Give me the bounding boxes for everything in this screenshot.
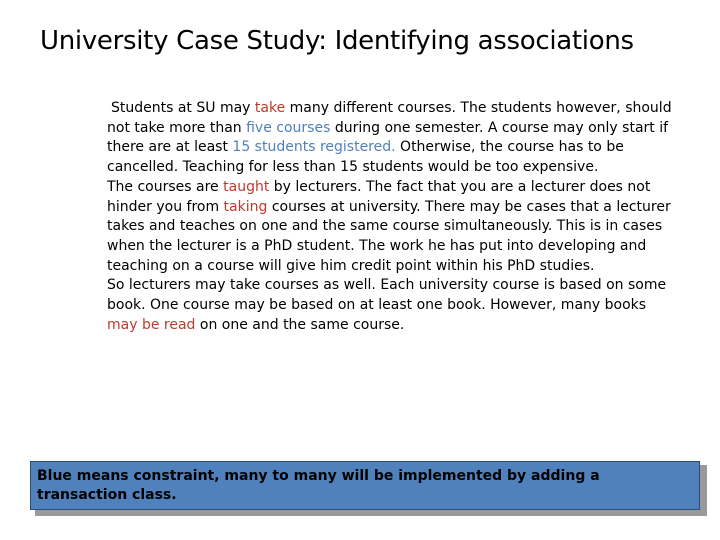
text-run: The courses are: [107, 178, 224, 195]
constraint-five-courses: five courses: [246, 119, 331, 136]
note-box: [30, 461, 700, 510]
text-run: So lecturers may take courses as well. Each university course is based on some book. One course may be based on at least one book. However, many books: [107, 277, 667, 314]
paragraph-lecturers: [107, 178, 677, 277]
text-run: Students at SU may: [111, 100, 255, 116]
highlight-take: take: [254, 100, 286, 116]
paragraph-books: [107, 276, 677, 335]
note-text: Blue means constraint, many to many will be implemented by adding a transaction class.: [37, 468, 600, 503]
highlight-taking: taking: [223, 198, 268, 215]
case-study-text: [107, 99, 677, 335]
text-run: on one and the same course.: [195, 316, 405, 333]
slide-title: University Case Study: Identifying associations: [40, 26, 634, 56]
text-run: courses at university. There may be cases that a lecturer takes and teaches on one and the same course simultaneously. This is in cases when the lecturer is a PhD student. The work he has put into developing and teaching on a course will give him credit point within his PhD studies.: [107, 198, 671, 274]
text-run: during one semester. A course may only start if there are at least: [107, 119, 669, 156]
text-run: by lecturers. The fact that you are a lecturer does not hinder you from: [107, 178, 651, 215]
text-run: Otherwise, the course has to be cancelled. Teaching for less than 15 students would be too expensive.: [107, 139, 624, 176]
constraint-15-students: 15 students registered.: [232, 139, 396, 156]
highlight-may-be-read: may be read: [107, 316, 196, 333]
highlight-taught: taught: [223, 178, 270, 195]
text-run: many different courses. The students however, should not take more than: [107, 100, 672, 136]
paragraph-students: [107, 99, 677, 178]
